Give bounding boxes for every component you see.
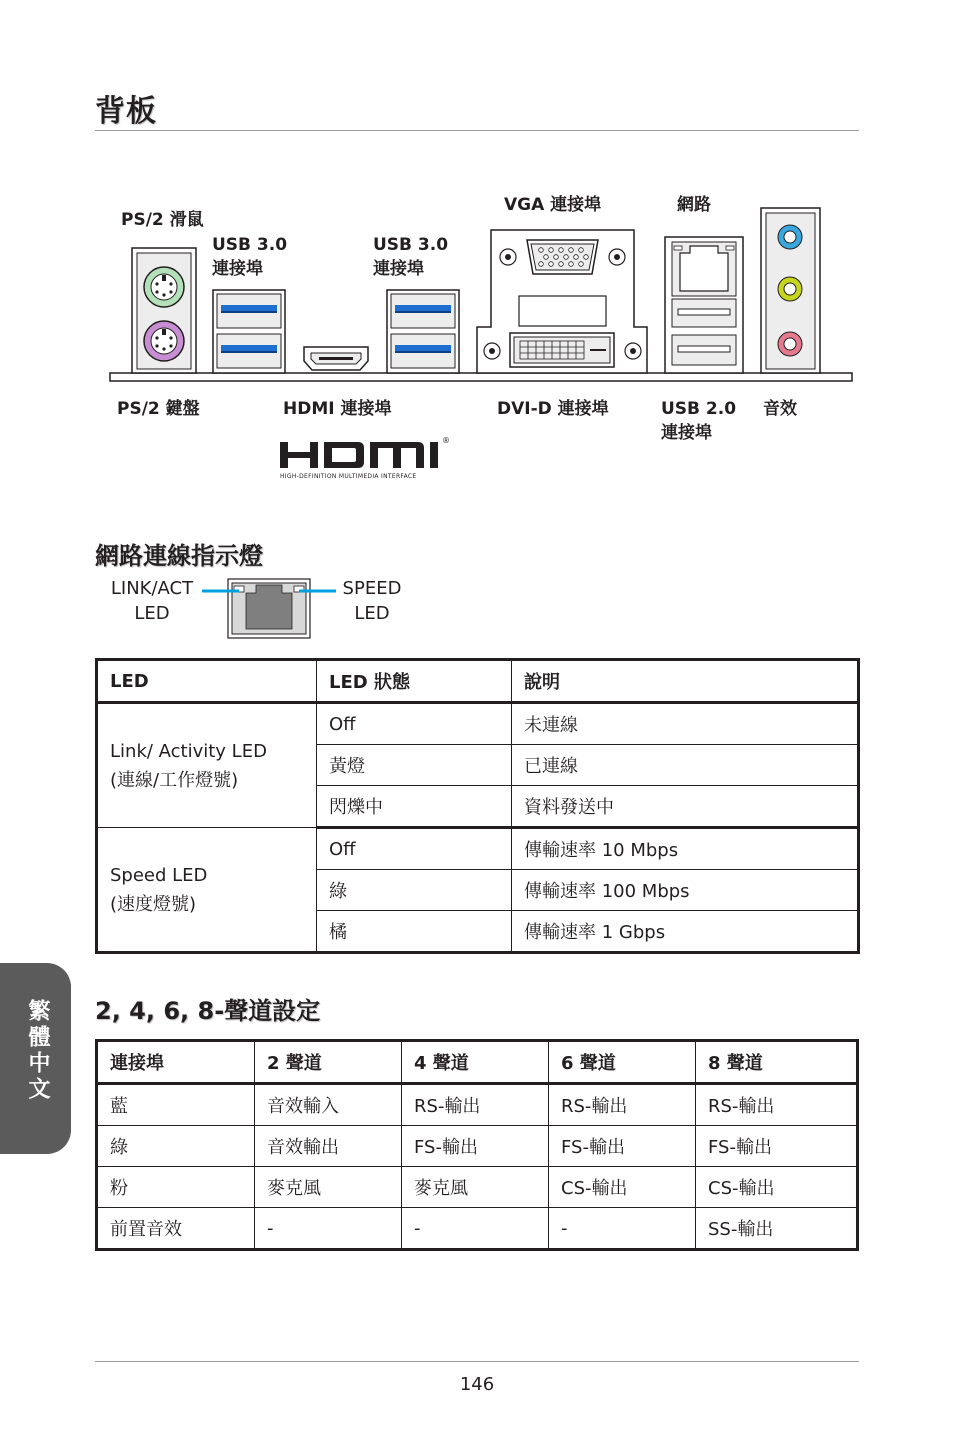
usb30-2-label-line2: 連接埠 [373,259,424,279]
hdmi-logo-wordmark [278,438,453,470]
table-row [97,703,859,745]
table-row [97,1208,858,1250]
language-side-tab-label: 繁體中文 [25,999,50,1103]
speed-led-label [334,576,410,626]
table-cell: SS-輸出 [696,1208,858,1250]
table-cell: RS-輸出 [696,1084,858,1126]
usb30-ports-1 [213,290,285,373]
led-desc-cell: 未連線 [512,703,859,745]
led-name-line1: Speed LED [110,864,208,886]
lan-label: 網路 [677,195,711,215]
header-8ch: 8 聲道 [696,1041,858,1084]
led-state-cell: 綠 [317,870,512,911]
header-4ch: 4 聲道 [402,1041,549,1084]
table-cell: RS-輸出 [549,1084,696,1126]
table-cell: - [549,1208,696,1250]
audio-jacks [761,208,820,373]
led-name-cell [97,828,317,953]
page-number: 146 [459,1374,495,1395]
led-state-cell: Off [317,703,512,745]
audio-label: 音效 [763,399,797,419]
table-cell: FS-輸出 [549,1126,696,1167]
header-led-state: LED 狀態 [317,660,512,703]
lan-usb20-ports [665,237,743,373]
hdmi-port [304,347,368,370]
led-table [95,658,860,954]
table-cell: RS-輸出 [402,1084,549,1126]
table-cell: 綠 [97,1126,255,1167]
table-cell: 前置音效 [97,1208,255,1250]
link-act-led-label [100,576,204,626]
header-6ch: 6 聲道 [549,1041,696,1084]
ps2-ports [132,248,196,373]
backplate-diagram [100,195,860,390]
table-cell: CS-輸出 [696,1167,858,1208]
led-section-title: 網路連線指示燈 [95,542,263,570]
vga-label: VGA 連接埠 [504,195,602,215]
lan-port [672,242,736,296]
table-cell: FS-輸出 [696,1126,858,1167]
table-cell: FS-輸出 [402,1126,549,1167]
language-side-tab [0,963,71,1154]
table-cell: 藍 [97,1084,255,1126]
title-divider [95,130,859,131]
link-act-led-label-line1: LINK/ACT [110,578,194,599]
usb30-2-label-line1: USB 3.0 [373,235,449,255]
ps2-mouse-port [144,267,184,307]
channel-section-title: 2, 4, 6, 8-聲道設定 [95,997,321,1025]
ps2-keyboard-label: PS/2 鍵盤 [117,399,200,419]
table-row [97,1126,858,1167]
led-desc-cell: 傳輸速率 10 Mbps [512,828,859,870]
led-desc-cell: 傳輸速率 1 Gbps [512,911,859,953]
led-name-line2: (速度燈號) [110,893,197,915]
usb30-1-label-line1: USB 3.0 [212,235,288,255]
led-desc-cell: 資料發送中 [512,786,859,828]
usb20-label-line1: USB 2.0 [661,399,737,419]
led-desc-cell: 已連線 [512,745,859,786]
page-title: 背板 [95,94,157,129]
hdmi-registered-mark: ® [442,436,450,445]
header-led: LED [97,660,317,703]
led-state-cell: Off [317,828,512,870]
vga-dvi-ports [477,230,647,373]
ps2-keyboard-port [144,321,184,361]
table-header-row [97,1041,858,1084]
table-cell: 音效輸入 [255,1084,402,1126]
ps2-mouse-label: PS/2 滑鼠 [121,210,204,230]
table-cell: 粉 [97,1167,255,1208]
hdmi-logo-tagline: HIGH-DEFINITION MULTIMEDIA INTERFACE [280,473,417,480]
usb20-label [661,397,736,445]
hdmi-logo [278,438,453,484]
table-cell: - [402,1208,549,1250]
table-cell: 麥克風 [255,1167,402,1208]
table-cell: 麥克風 [402,1167,549,1208]
speed-led-label-line1: SPEED [342,578,402,599]
table-row [97,1167,858,1208]
link-act-led-label-line2: LED [134,603,170,624]
led-state-cell: 閃爍中 [317,786,512,828]
backplate-base [110,373,852,381]
led-desc-cell: 傳輸速率 100 Mbps [512,870,859,911]
led-name-line2: (連線/工作燈號) [110,769,239,791]
usb30-ports-2 [387,290,459,373]
header-port: 連接埠 [97,1041,255,1084]
table-cell: 音效輸出 [255,1126,402,1167]
footer-divider [95,1361,859,1362]
channel-table [95,1039,859,1251]
dvi-label: DVI-D 連接埠 [497,399,609,419]
led-name-cell [97,703,317,828]
usb30-1-label-line2: 連接埠 [212,259,263,279]
table-cell: - [255,1208,402,1250]
table-row [97,1084,858,1126]
usb20-label-line2: 連接埠 [661,423,712,443]
speed-led-label-line2: LED [354,603,390,624]
header-2ch: 2 聲道 [255,1041,402,1084]
header-description: 說明 [512,660,859,703]
lan-led-diagram [200,575,340,641]
led-name-line1: Link/ Activity LED [110,740,267,762]
table-cell: CS-輸出 [549,1167,696,1208]
table-row [97,828,859,870]
led-state-cell: 橘 [317,911,512,953]
table-header-row [97,660,859,703]
led-state-cell: 黃燈 [317,745,512,786]
hdmi-label: HDMI 連接埠 [283,399,392,419]
